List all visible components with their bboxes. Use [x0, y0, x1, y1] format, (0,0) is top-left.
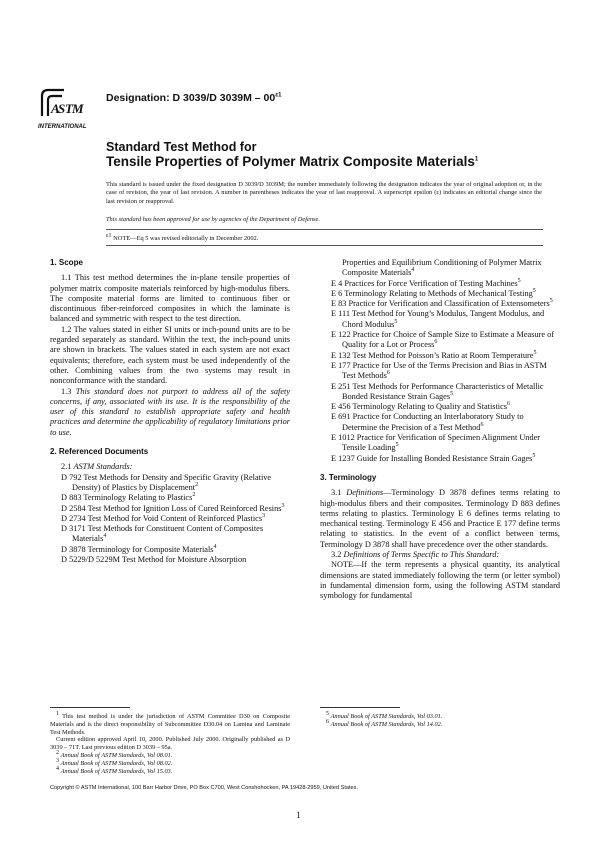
reference-item-text: E 691 Practice for Conducting an Interlaboratory Study to Determine the Precision of a Test Method	[331, 412, 524, 432]
divider-top	[106, 229, 543, 230]
section-heading-terminology: 3. Terminology	[320, 472, 377, 482]
right-column	[320, 258, 560, 602]
footnote-2	[50, 749, 290, 760]
reference-item-text: E 111 Test Method for Young’s Modulus, Tangent Modulus, and Chord Modulus	[331, 309, 545, 329]
reference-item	[61, 545, 290, 555]
footnote-rule-right	[320, 707, 400, 708]
reference-item-text: E 456 Terminology Relating to Quality and Statistics	[331, 402, 508, 412]
footnote-1-text: This test method is under the jurisdiction of ASTM Committee D30 on Composite Materials and is the direct responsibility of Subcommittee D30.04 on Lamina and Laminate Test Methods.	[50, 713, 291, 736]
reference-item	[61, 504, 290, 514]
reference-item-sup: 5	[517, 277, 521, 284]
reference-item-sup: 2	[192, 492, 196, 499]
designation-epsilon: ε1	[275, 92, 282, 99]
reference-item	[331, 382, 560, 403]
footnote-1-mark: 1	[56, 710, 59, 717]
terminology-3-2-label: Definitions of Terms Specific to This Standard:	[343, 550, 500, 560]
editorial-note-text: NOTE—Eq 5 was revised editorially in December 2002.	[113, 235, 259, 242]
logo-letter-a: A	[51, 101, 60, 116]
reference-item-text: E 4 Practices for Force Verification of Testing Machines	[331, 278, 518, 288]
title-line-1: Standard Test Method for	[106, 140, 257, 154]
reference-item-sup: 5	[549, 298, 553, 305]
designation	[106, 92, 281, 104]
reference-item	[331, 330, 560, 351]
footnote-4-text: Annual Book of ASTM Standards, Vol 15.03.	[60, 767, 173, 775]
scope-para-1-3-text: This standard does not purport to address all of the safety concerns, if any, associated with its use. It is the responsibility of the user of this standard to establish appropriate safety and health practices and determine the applicability of regulatory limitations prior to use.	[50, 386, 290, 437]
logo-letter-s: S	[58, 101, 66, 116]
reference-item	[331, 299, 560, 309]
terminology-note: NOTE—If the term represents a physical quantity, its analytical dimensions are stated immediately following the term (or letter symbol) in fundamental dimension form, using the following ASTM standard symbology for fundamental	[320, 560, 560, 601]
footnotes-left	[50, 710, 291, 775]
reference-item	[61, 524, 290, 545]
scope-para-1-3-num: 1.3	[61, 386, 72, 396]
footnote-1b: Current edition approved April 10, 2000. Published July 2000. Originally published as D 3039 – 71T. Last previous edition D 3039 – 95a.	[50, 736, 290, 752]
terminology-3-1-label: Definitions	[346, 488, 384, 498]
reference-item-sup: 6	[386, 370, 390, 377]
title-line-2	[106, 154, 478, 169]
footnote-5	[320, 710, 560, 721]
reference-item-sup: 6	[507, 401, 511, 408]
footnote-3	[50, 757, 290, 768]
reference-item-text: D 883 Terminology Relating to Plastics	[61, 493, 193, 503]
editorial-note	[106, 232, 259, 243]
footnote-6-mark: 6	[326, 718, 329, 725]
reference-item-sup: 5	[532, 452, 536, 459]
left-column	[50, 258, 290, 565]
reference-item-sup: 5	[394, 319, 398, 326]
reference-item	[61, 493, 290, 503]
footnote-4	[50, 765, 290, 776]
reference-item	[331, 454, 560, 464]
footnote-1	[50, 710, 291, 736]
issued-note: This standard is issued under the fixed designation D 3039/D 3039M; the number immediately following the designation indicates the year of original adoption or, in the case of revision, the year of last revision. A number in parentheses indicates the year of last reapproval. A superscript epsilon (ε) indicates an editorial change since the last revision or reapproval.	[106, 181, 542, 205]
references-left-list	[50, 473, 290, 566]
reference-item	[61, 514, 290, 524]
footnote-6-text: Annual Book of ASTM Standards, Vol 14.02.	[330, 720, 443, 728]
reference-item-sup: 4	[103, 533, 107, 540]
footnote-6	[320, 718, 560, 729]
reference-item-sup: 4	[213, 543, 217, 550]
reference-item-sup: 5	[450, 391, 454, 398]
reference-item-sup: 2	[195, 482, 199, 489]
reference-item-text: E 122 Practice for Choice of Sample Size to Estimate a Measure of Quality for a Lot or Process	[331, 330, 555, 350]
reference-item	[331, 351, 560, 361]
references-subheading	[50, 462, 290, 472]
footnote-5-text: Annual Book of ASTM Standards, Vol 03.01.	[330, 713, 443, 720]
scope-para-1-2: 1.2 The values stated in either SI units or inch-pound units are to be regarded separately as standard. Within the text, the inch-pound units are shown in brackets. The values stated in each system are not exact equivalents; therefore, each system must be used independently of the other. Combining values from the two systems may result in nonconformance with the standard.	[50, 324, 290, 386]
approval-note: This standard has been approved for use by agencies of the Department of Defense.	[106, 216, 320, 223]
reference-item	[61, 473, 290, 494]
reference-item	[331, 309, 560, 330]
reference-item-text: E 6 Terminology Relating to Methods of Mechanical Testing	[331, 288, 533, 298]
reference-item	[331, 279, 560, 289]
reference-item-text: D 2734 Test Method for Void Content of Reinforced Plastics	[61, 513, 263, 523]
astm-logo	[34, 86, 90, 132]
reference-item-text: E 132 Test Method for Poisson’s Ratio at Room Temperature	[331, 350, 534, 360]
reference-item-text: E 1237 Guide for Installing Bonded Resistance Strain Gages	[331, 453, 533, 463]
reference-item-sup: 3	[262, 513, 266, 520]
scope-para-1-3	[50, 387, 290, 438]
reference-item-sup: 5	[532, 288, 536, 295]
reference-item-text: D 5229/D 5229M Test Method for Moisture Absorption	[61, 555, 247, 565]
divider-bottom	[106, 245, 543, 246]
reference-item-text: D 2584 Test Method for Ignition Loss of Cured Reinforced Resins	[61, 503, 282, 513]
title-main-text: Tensile Properties of Polymer Matrix Composite Materials	[106, 154, 475, 169]
reference-item	[331, 361, 560, 382]
terminology-3-1-num: 3.1	[331, 488, 342, 498]
reference-item-sup: 6	[480, 421, 484, 428]
reference-item	[331, 433, 560, 454]
copyright-line: Copyright © ASTM International, 100 Barr Harbor Drive, PO Box C700, West Conshohocken, PA 19428-2959, United States.	[50, 785, 358, 791]
title-footnote-ref: 1	[474, 156, 479, 163]
reference-item-text: E 251 Test Methods for Performance Characteristics of Metallic Bonded Resistance Strain Gages	[331, 381, 544, 401]
terminology-3-2-num: 3.2	[331, 550, 342, 560]
footnote-2-text: Annual Book of ASTM Standards, Vol 08.01.	[60, 751, 173, 759]
reference-item-text: E 177 Practice for Use of the Terms Precision and Bias in ASTM Test Methods	[331, 360, 547, 381]
reference-item-sup: 6	[434, 339, 438, 346]
reference-item-text: D 3878 Terminology for Composite Materials	[61, 544, 214, 554]
reference-item-sup: 5	[533, 349, 537, 356]
references-right-list	[320, 279, 560, 464]
page-number: 1	[296, 810, 301, 820]
footnote-3-text: Annual Book of ASTM Standards, Vol 08.02.	[60, 759, 173, 767]
footnote-3-mark: 3	[56, 757, 59, 764]
terminology-3-1-text: —Terminology D 3878 defines terms relating to high-modulus fibers and their composites. Terminology D 883 defines terms relating to plastics. Terminology E 6 defines terms relating to mechanical testing. Terminology E 456 and Practice E 177 define terms relating to statistics. In the event of a conflict between terms, Terminology D 3878 shall have precedence over the other standards.	[320, 488, 560, 549]
footnote-5-mark: 5	[326, 710, 329, 717]
reference-item-text: E 1012 Practice for Verification of Specimen Alignment Under Tensile Loading	[331, 433, 541, 453]
footnote-2-mark: 2	[56, 749, 59, 756]
reference-item-text: D 3171 Test Methods for Constituent Content of Composites Materials	[61, 524, 264, 544]
reference-item	[331, 289, 560, 299]
reference-item-text: E 83 Practice for Verification and Classification of Extensometers	[331, 299, 550, 309]
reference-continuation-text: Properties and Equilibrium Conditioning of Polymer Matrix Composite Materials	[342, 258, 542, 278]
footnote-rule-left	[50, 707, 130, 708]
reference-item	[61, 555, 290, 565]
editorial-epsilon: ε1	[106, 232, 112, 239]
references-sub-num: 2.1	[61, 462, 72, 472]
footnote-4-mark: 4	[56, 765, 59, 772]
reference-item	[331, 402, 560, 412]
references-sub-label: ASTM Standards:	[73, 462, 133, 472]
footnotes-right	[320, 710, 560, 729]
designation-text: Designation: D 3039/D 3039M – 00	[106, 92, 276, 104]
section-heading-references: 2. Referenced Documents	[50, 447, 149, 457]
reference-item-sup: 5	[395, 442, 399, 449]
scope-para-1-1: 1.1 This test method determines the in-plane tensile properties of polymer matrix composite materials reinforced by high-modulus fibers. The composite material forms are limited to continuous fiber or discontinuous fiber-reinforced composites in which the laminate is balanced and symmetric with respect to the test direction.	[50, 273, 290, 324]
reference-continuation-sup: 4	[411, 267, 415, 274]
reference-item-sup: 3	[281, 502, 285, 509]
terminology-para-3-1	[320, 488, 560, 550]
reference-item-text: D 792 Test Methods for Density and Specific Gravity (Relative Density) of Plastics by Displacement	[61, 472, 272, 492]
reference-item	[331, 412, 560, 433]
terminology-para-3-2	[320, 550, 560, 560]
reference-continuation	[342, 258, 560, 279]
logo-international-text: INTERNATIONAL	[38, 124, 87, 130]
logo-letter-t: T	[65, 101, 73, 116]
logo-letter-m: M	[72, 101, 84, 116]
section-heading-scope: 1. Scope	[50, 258, 83, 267]
